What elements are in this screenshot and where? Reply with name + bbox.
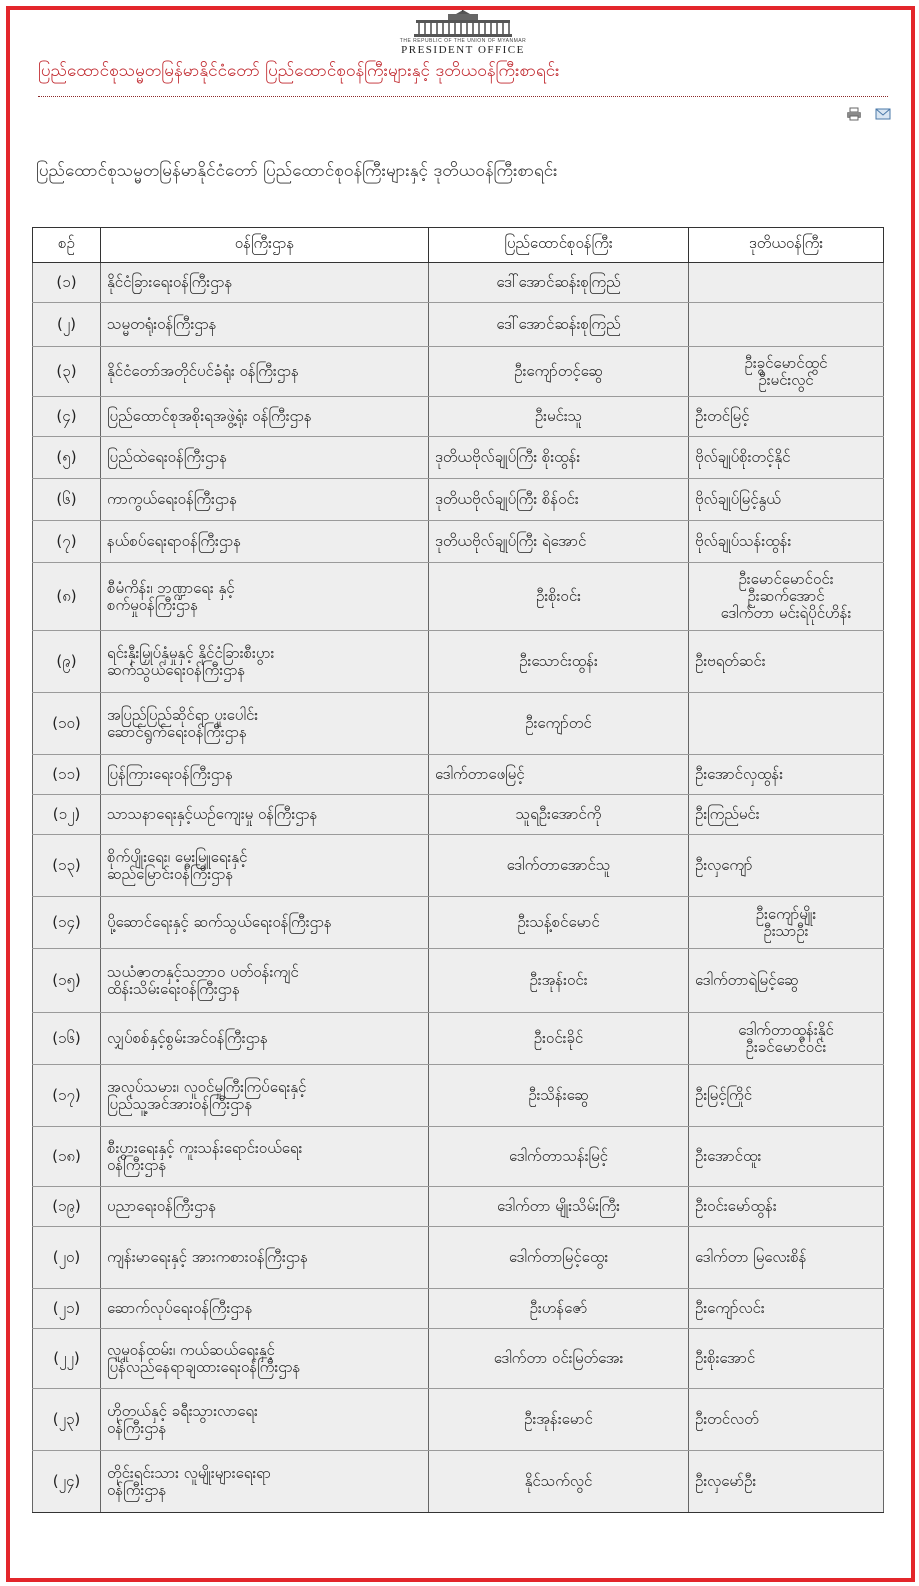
deputy-minister: ဦးဝင်းမော်ထွန်း (689, 1187, 884, 1227)
union-minister: ဒုတိယဗိုလ်ချုပ်ကြီး ရဲအောင် (429, 521, 689, 563)
ministry-name: နိုင်ငံခြားရေးဝန်ကြီးဌာန (101, 263, 429, 303)
union-minister: ဦးသန့်စင်မောင် (429, 897, 689, 949)
row-number: (၁) (33, 263, 101, 303)
deputy-minister (689, 263, 884, 303)
table-row (33, 693, 884, 755)
deputy-minister: ဦးကျော်လင်း (689, 1289, 884, 1329)
header-deputy-minister: ဒုတိယဝန်ကြီး (689, 228, 884, 263)
table-body (33, 263, 884, 1513)
ministry-name: စိုက်ပျိုးရေး၊ မွေးမြူရေးနှင့် ဆည်မြောင်းဝန်ကြီးဌာန (101, 835, 429, 897)
page-tools (846, 106, 899, 122)
ministry-name: သယံဇာတနှင့်သဘာဝ ပတ်ဝန်းကျင် ထိန်းသိမ်းရေးဝန်ကြီးဌာန (101, 949, 429, 1013)
union-minister: ဦးမင်းသူ (429, 397, 689, 437)
deputy-minister: ဦးဗရတ်ဆင်း (689, 631, 884, 693)
table-row (33, 303, 884, 347)
ministry-name: ဟိုတယ်နှင့် ခရီးသွားလာရေး ဝန်ကြီးဌာန (101, 1389, 429, 1451)
ministry-name: ပြည်ထဲရေးဝန်ကြီးဌာန (101, 437, 429, 479)
deputy-minister: ဦးတင်မြင့် (689, 397, 884, 437)
row-number: (၄) (33, 397, 101, 437)
table-row (33, 1289, 884, 1329)
deputy-minister: ဦးစိုးအောင် (689, 1329, 884, 1389)
row-number: (၂၃) (33, 1389, 101, 1451)
union-minister: ဒေါ်အောင်ဆန်းစုကြည် (429, 303, 689, 347)
ministry-name: တိုင်းရင်းသား လူမျိုးများရေးရာ ဝန်ကြီးဌာန (101, 1451, 429, 1513)
union-minister: ဦးအုန်းမောင် (429, 1389, 689, 1451)
deputy-minister: ဦးတင်လတ် (689, 1389, 884, 1451)
deputy-minister: ဦးအောင်ထူး (689, 1127, 884, 1187)
table-row (33, 437, 884, 479)
ministry-name: ကျန်းမာရေးနှင့် အားကစားဝန်ကြီးဌာန (101, 1227, 429, 1289)
table-row (33, 1227, 884, 1289)
ministry-name: အလုပ်သမား၊ လူဝင်မှုကြီးကြပ်ရေးနှင့် ပြည်သူ့အင်အားဝန်ကြီးဌာန (101, 1065, 429, 1127)
deputy-minister: ဗိုလ်ချုပ်မြင့်နွယ် (689, 479, 884, 521)
deputy-minister: ဦးမြင့်ကြိုင် (689, 1065, 884, 1127)
table-row (33, 1329, 884, 1389)
row-number: (၁၃) (33, 835, 101, 897)
union-minister: ဒေါက်တာမြင့်ထွေး (429, 1227, 689, 1289)
header-union-minister: ပြည်ထောင်စုဝန်ကြီး (429, 228, 689, 263)
table-row (33, 521, 884, 563)
page-title: ပြည်ထောင်စုသမ္မတမြန်မာနိုင်ငံတော် ပြည်ထောင်စုဝန်ကြီးများနှင့် ဒုတိယဝန်ကြီးစာရင်း (38, 61, 560, 81)
union-minister: နိုင်သက်လွင် (429, 1451, 689, 1513)
row-number: (၂၁) (33, 1289, 101, 1329)
table-row (33, 949, 884, 1013)
content-heading: ပြည်ထောင်စုသမ္မတမြန်မာနိုင်ငံတော် ပြည်ထောင်စုဝန်ကြီးများနှင့် ဒုတိယဝန်ကြီးစာရင်း (36, 161, 558, 181)
table-row (33, 1451, 884, 1513)
union-minister: သူရဦးအောင်ကို (429, 795, 689, 835)
building-icon (408, 10, 518, 38)
table-row (33, 347, 884, 397)
table-row (33, 835, 884, 897)
ministry-name: စီးပွားရေးနှင့် ကူးသန်းရောင်းဝယ်ရေး ဝန်ကြီးဌာန (101, 1127, 429, 1187)
ministry-name: ဆောက်လုပ်ရေးဝန်ကြီးဌာန (101, 1289, 429, 1329)
union-minister: ဒေါက်တာ ဝင်းမြတ်အေး (429, 1329, 689, 1389)
logo-subtext: THE REPUBLIC OF THE UNION OF MYANMAR (399, 38, 527, 44)
row-number: (၅) (33, 437, 101, 479)
deputy-minister (689, 693, 884, 755)
ministry-name: ပြည်ထောင်စုအစိုးရအဖွဲ့ရုံး ဝန်ကြီးဌာန (101, 397, 429, 437)
table-row (33, 479, 884, 521)
ministry-name: ကာကွယ်ရေးဝန်ကြီးဌာန (101, 479, 429, 521)
table-row (33, 263, 884, 303)
row-number: (၁၄) (33, 897, 101, 949)
row-number: (၁၉) (33, 1187, 101, 1227)
union-minister: ဦးသောင်းထွန်း (429, 631, 689, 693)
row-number: (၁၆) (33, 1013, 101, 1065)
table-row (33, 631, 884, 693)
ministry-name: ပြန်ကြားရေးဝန်ကြီးဌာန (101, 755, 429, 795)
union-minister: ဦးကျော်တင့်ဆွေ (429, 347, 689, 397)
row-number: (၁၅) (33, 949, 101, 1013)
deputy-minister: ဒေါက်တာထွန်းနိုင် ဦးခင်မောင်ဝင်း (689, 1013, 884, 1065)
deputy-minister: ဦးခွင်မောင်ထွင် ဦးမင်းလွင် (689, 347, 884, 397)
row-number: (၆) (33, 479, 101, 521)
deputy-minister: ဒေါက်တာ မြလေးစိန် (689, 1227, 884, 1289)
row-number: (၉) (33, 631, 101, 693)
ministers-table (32, 227, 884, 1513)
union-minister: ဦးဟန်ဇော် (429, 1289, 689, 1329)
union-minister: ဦးကျော်တင် (429, 693, 689, 755)
ministry-name: နယ်စပ်ရေးရာဝန်ကြီးဌာန (101, 521, 429, 563)
ministry-name: အပြည်ပြည်ဆိုင်ရာ ပူးပေါင်း ဆောင်ရွက်ရေးဝန်ကြီးဌာန (101, 693, 429, 755)
table-row (33, 1187, 884, 1227)
union-minister: ဦးဝင်းခိုင် (429, 1013, 689, 1065)
row-number: (၇) (33, 521, 101, 563)
deputy-minister: ဒေါက်တာရဲမြင့်ဆွေ (689, 949, 884, 1013)
row-number: (၂၀) (33, 1227, 101, 1289)
union-minister: ဒုတိယဗိုလ်ချုပ်ကြီး စိန်ဝင်း (429, 479, 689, 521)
row-number: (၂) (33, 303, 101, 347)
mail-icon[interactable] (875, 106, 891, 125)
printer-icon[interactable] (846, 106, 862, 125)
table-row (33, 755, 884, 795)
row-number: (၂၄) (33, 1451, 101, 1513)
union-minister: ဒေါက်တာအောင်သူ (429, 835, 689, 897)
table-row (33, 397, 884, 437)
header-ministry: ဝန်ကြီးဌာန (101, 228, 429, 263)
union-minister: ဦးအုန်းဝင်း (429, 949, 689, 1013)
deputy-minister: ဦးအောင်လှထွန်း (689, 755, 884, 795)
ministry-name: လူမှုဝန်ထမ်း၊ ကယ်ဆယ်ရေးနှင့် ပြန်လည်နေရာချထားရေးဝန်ကြီးဌာန (101, 1329, 429, 1389)
ministry-name: နိုင်ငံတော်အတိုင်ပင်ခံရုံး ဝန်ကြီးဌာန (101, 347, 429, 397)
title-divider (38, 96, 888, 97)
table-row (33, 1065, 884, 1127)
row-number: (၁၀) (33, 693, 101, 755)
ministry-name: လျှပ်စစ်နှင့်စွမ်းအင်ဝန်ကြီးဌာန (101, 1013, 429, 1065)
deputy-minister: ဦးလှမော်ဦး (689, 1451, 884, 1513)
union-minister: ဦးစိုးဝင်း (429, 563, 689, 631)
row-number: (၁၂) (33, 795, 101, 835)
union-minister: ဒေါက်တာဖေမြင့် (429, 755, 689, 795)
deputy-minister (689, 303, 884, 347)
deputy-minister: ဗိုလ်ချုပ်သန်းထွန်း (689, 521, 884, 563)
ministry-name: ပညာရေးဝန်ကြီးဌာန (101, 1187, 429, 1227)
ministry-name: သာသနာရေးနှင့်ယဉ်ကျေးမှု ဝန်ကြီးဌာန (101, 795, 429, 835)
table-row (33, 1127, 884, 1187)
table-row (33, 795, 884, 835)
union-minister: ဒေါက်တာသန်းမြင့် (429, 1127, 689, 1187)
union-minister: ဒေါ်အောင်ဆန်းစုကြည် (429, 263, 689, 303)
table-row (33, 1389, 884, 1451)
row-number: (၁၈) (33, 1127, 101, 1187)
logo-text: PRESIDENT OFFICE (401, 44, 525, 56)
row-number: (၁၁) (33, 755, 101, 795)
table-row (33, 1013, 884, 1065)
row-number: (၈) (33, 563, 101, 631)
ministry-name: ပို့ဆောင်ရေးနှင့် ဆက်သွယ်ရေးဝန်ကြီးဌာန (101, 897, 429, 949)
president-office-logo (398, 10, 528, 58)
deputy-minister: ဦးမောင်မောင်ဝင်း ဦးဆက်အောင် ဒေါက်တာ မင်းရဲပိုင်ဟိန်း (689, 563, 884, 631)
deputy-minister: ဦးလှကျော် (689, 835, 884, 897)
deputy-minister: ဦးကြည်မင်း (689, 795, 884, 835)
table-row (33, 897, 884, 949)
header-no: စဉ် (33, 228, 101, 263)
row-number: (၂၂) (33, 1329, 101, 1389)
row-number: (၃) (33, 347, 101, 397)
union-minister: ဒေါက်တာ မျိုးသိမ်းကြီး (429, 1187, 689, 1227)
table-header-row (33, 228, 884, 263)
row-number: (၁၇) (33, 1065, 101, 1127)
table-row (33, 563, 884, 631)
deputy-minister: ဗိုလ်ချုပ်စိုးတင့်နိုင် (689, 437, 884, 479)
ministry-name: ရင်းနှီးမြှုပ်နှံမှုနှင့် နိုင်ငံခြားစီးပွား ဆက်သွယ်ရေးဝန်ကြီးဌာန (101, 631, 429, 693)
ministry-name: သမ္မတရုံးဝန်ကြီးဌာန (101, 303, 429, 347)
deputy-minister: ဦးကျော်မျိုး ဦးသာဦး (689, 897, 884, 949)
union-minister: ဒုတိယဗိုလ်ချုပ်ကြီး စိုးထွန်း (429, 437, 689, 479)
union-minister: ဦးသိန်းဆွေ (429, 1065, 689, 1127)
ministry-name: စီမံကိန်း၊ ဘဏ္ဍာရေး နှင့် စက်မှုဝန်ကြီးဌာန (101, 563, 429, 631)
